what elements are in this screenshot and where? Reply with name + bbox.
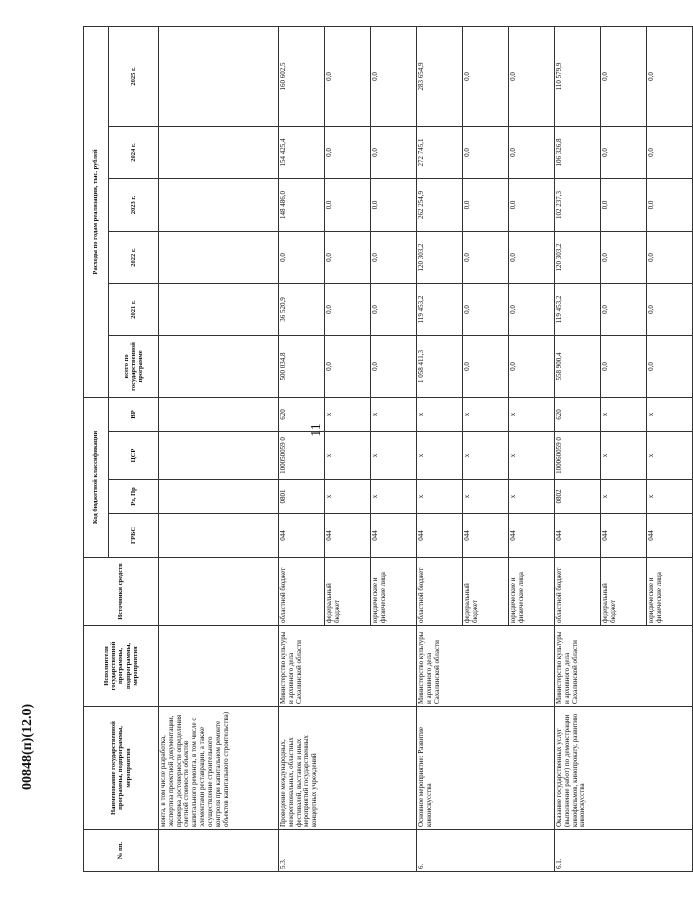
cell-csr: x (509, 432, 555, 480)
cell-2025: 0,0 (509, 26, 555, 126)
cell-csr: x (325, 432, 371, 480)
cell-2025: 0,0 (325, 26, 371, 126)
cell-source: областной бюджет (417, 558, 463, 626)
table-row (279, 26, 325, 871)
cell-rzpr: x (325, 480, 371, 514)
cell-empty (159, 432, 279, 480)
cell-2021: 0,0 (647, 283, 693, 335)
cell-empty (159, 480, 279, 514)
header-name: Наименование государственной программы, подпрограммы, мероприятия (84, 707, 159, 830)
cell-empty (159, 231, 279, 283)
cell-2022: 0,0 (279, 231, 325, 283)
cell-2023: 0,0 (325, 178, 371, 231)
cell-empty (159, 335, 279, 397)
cell-2021: 0,0 (371, 283, 417, 335)
cell-csr: x (417, 432, 463, 480)
cell-rzpr: x (601, 480, 647, 514)
cell-source: областной бюджет (279, 558, 325, 626)
header-grbs: ГРБС (109, 514, 159, 558)
cell-rzpr: x (417, 480, 463, 514)
cell-2023: 0,0 (371, 178, 417, 231)
cell-empty (159, 397, 279, 431)
cell-2024: 0,0 (325, 126, 371, 178)
cell-empty (159, 178, 279, 231)
cell-2023: 0,0 (463, 178, 509, 231)
cell-2024: 106 326,8 (555, 126, 601, 178)
cell-2024: 0,0 (647, 126, 693, 178)
table-row (555, 26, 601, 871)
cell-empty (159, 830, 279, 872)
cell-grbs: 044 (555, 514, 601, 558)
cell-no: 6. (417, 830, 555, 872)
cell-total: 558 900,4 (555, 335, 601, 397)
cell-2021: 119 453,2 (555, 283, 601, 335)
cell-2021: 119 453,2 (417, 283, 463, 335)
cell-grbs: 044 (509, 514, 555, 558)
header-year-2021: 2021 г. (109, 283, 159, 335)
cell-source: федеральный бюджет (463, 558, 509, 626)
cell-vr: x (509, 397, 555, 431)
cell-total: 0,0 (371, 335, 417, 397)
cell-2025: 0,0 (647, 26, 693, 126)
cell-2023: 0,0 (647, 178, 693, 231)
cell-rzpr: x (463, 480, 509, 514)
cell-grbs: 044 (279, 514, 325, 558)
cell-name: Проведение международных, межрегиональных, областных фестивалей, выставок и иных мероприятий государственных концертных учреждений (279, 707, 417, 830)
cell-empty (159, 514, 279, 558)
cell-total: 0,0 (509, 335, 555, 397)
cell-grbs: 044 (463, 514, 509, 558)
cell-2025: 283 654,9 (417, 26, 463, 126)
cell-executor: Министерство культуры и архивного дела Сахалинской области (417, 626, 555, 707)
cell-2025: 0,0 (463, 26, 509, 126)
cell-2024: 272 745,1 (417, 126, 463, 178)
cell-2024: 154 425,4 (279, 126, 325, 178)
cell-name: Оказание государственных услуг (выполнение работ) по демонстрации кинофильмов, кинопрокату, развитию киноискусства (555, 707, 693, 830)
header-rzpr: Рз, Пр (109, 480, 159, 514)
cell-total: 500 034,8 (279, 335, 325, 397)
header-source: Источники средств (84, 558, 159, 626)
document-code: 00848(п)(12.0) (20, 703, 35, 790)
table-row (417, 26, 463, 871)
cell-grbs: 044 (371, 514, 417, 558)
cell-rzpr: x (371, 480, 417, 514)
cell-empty (159, 283, 279, 335)
cell-2023: 0,0 (509, 178, 555, 231)
cell-source: юридические и физические лица (371, 558, 417, 626)
cell-2025: 110 579,9 (555, 26, 601, 126)
cell-source: юридические и физические лица (647, 558, 693, 626)
cell-csr: 100050059 0 (279, 432, 325, 480)
budget-table-container (83, 27, 663, 872)
cell-total: 1 058 411,3 (417, 335, 463, 397)
cell-empty (159, 626, 279, 707)
cell-empty (159, 126, 279, 178)
cell-rzpr: x (647, 480, 693, 514)
cell-2022: 0,0 (601, 231, 647, 283)
cell-total: 0,0 (601, 335, 647, 397)
header-executor: Исполнители государственной программы, подпрограммы, мероприятия (84, 626, 159, 707)
cell-2022: 0,0 (647, 231, 693, 283)
cell-grbs: 044 (601, 514, 647, 558)
cell-2023: 262 254,9 (417, 178, 463, 231)
header-total: всего по государственной программе (109, 335, 159, 397)
cell-2021: 36 520,9 (279, 283, 325, 335)
cell-executor: Министерство культуры и архивного дела Сахалинской области (279, 626, 417, 707)
cell-source: федеральный бюджет (325, 558, 371, 626)
cell-2021: 0,0 (325, 283, 371, 335)
cell-2022: 120 303,2 (555, 231, 601, 283)
cell-rzpr: 0801 (279, 480, 325, 514)
cell-2023: 148 486,0 (279, 178, 325, 231)
cell-no: 6.1. (555, 830, 693, 872)
cell-name: Основное мероприятие: Развитие кинoискусства (417, 707, 555, 830)
header-year-2025: 2025 г. (109, 26, 159, 126)
cell-csr: x (647, 432, 693, 480)
cell-2022: 120 303,2 (417, 231, 463, 283)
cell-source: юридические и физические лица (509, 558, 555, 626)
header-year-2024: 2024 г. (109, 126, 159, 178)
header-year-2022: 2022 г. (109, 231, 159, 283)
cell-2023: 102 237,3 (555, 178, 601, 231)
header-expenses: Расходы по годам реализации, тыс. рублей (84, 26, 109, 397)
header-vr: ВР (109, 397, 159, 431)
cell-source: областной бюджет (555, 558, 601, 626)
header-year-2023: 2023 г. (109, 178, 159, 231)
cell-2023: 0,0 (601, 178, 647, 231)
cell-2022: 0,0 (371, 231, 417, 283)
cell-source: федеральный бюджет (601, 558, 647, 626)
cell-2025: 0,0 (601, 26, 647, 126)
cell-2021: 0,0 (509, 283, 555, 335)
cell-total: 0,0 (325, 335, 371, 397)
cell-2025: 0,0 (371, 26, 417, 126)
cell-rzpr: 0802 (555, 480, 601, 514)
cell-executor: Министерство культуры и архивного дела Сахалинской области (555, 626, 693, 707)
cell-vr: x (463, 397, 509, 431)
cell-vr: x (647, 397, 693, 431)
cell-vr: x (601, 397, 647, 431)
cell-grbs: 044 (417, 514, 463, 558)
cell-grbs: 044 (325, 514, 371, 558)
budget-table (83, 26, 693, 872)
cell-empty (159, 26, 279, 126)
cell-vr: x (371, 397, 417, 431)
continuation-row (159, 26, 279, 871)
cell-2022: 0,0 (509, 231, 555, 283)
continuation-text: монта, в том числе разработка, экспертиза проектной документации, проверка достоверности определения сметной стоимости объектов капитального ремонта, в том числе с элементами реставрации, а также осуществление строительного контроля при капитальном ремонте объектов капитального строительства) (159, 707, 279, 830)
cell-csr: x (371, 432, 417, 480)
cell-csr: x (463, 432, 509, 480)
cell-total: 0,0 (647, 335, 693, 397)
cell-no: 5.3. (279, 830, 417, 872)
cell-vr: 620 (555, 397, 601, 431)
header-no: № пп. (84, 830, 159, 872)
cell-2024: 0,0 (601, 126, 647, 178)
cell-2025: 160 602,5 (279, 26, 325, 126)
header-budget-code: Код бюджетной классификации (84, 397, 109, 557)
cell-vr: x (417, 397, 463, 431)
cell-2024: 0,0 (509, 126, 555, 178)
cell-csr: 100060059 0 (555, 432, 601, 480)
cell-2022: 0,0 (463, 231, 509, 283)
cell-2022: 0,0 (325, 231, 371, 283)
cell-vr: 620 (279, 397, 325, 431)
cell-csr: x (601, 432, 647, 480)
cell-2021: 0,0 (463, 283, 509, 335)
cell-empty (159, 558, 279, 626)
cell-2024: 0,0 (463, 126, 509, 178)
page-number: 11 (309, 423, 324, 437)
cell-rzpr: x (509, 480, 555, 514)
cell-2021: 0,0 (601, 283, 647, 335)
cell-vr: x (325, 397, 371, 431)
cell-grbs: 044 (647, 514, 693, 558)
cell-2024: 0,0 (371, 126, 417, 178)
header-csr: ЦСР (109, 432, 159, 480)
cell-total: 0,0 (463, 335, 509, 397)
